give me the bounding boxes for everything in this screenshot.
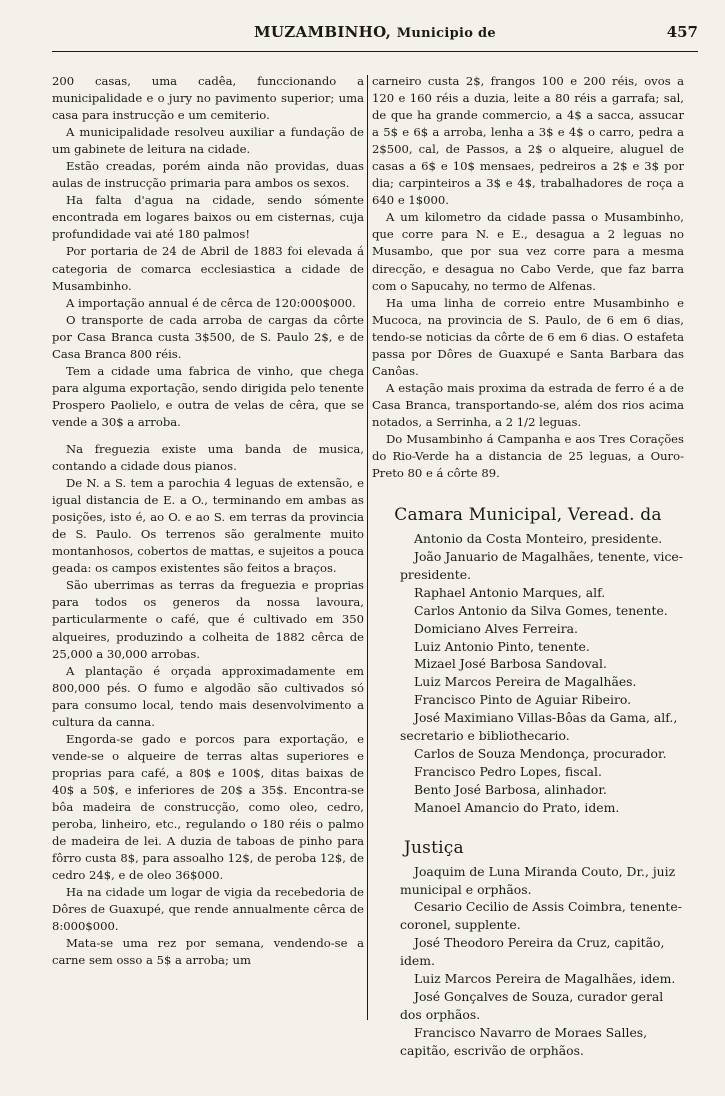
list-item: José Gonçalves de Souza, curador geral dos orphãos. [400, 988, 664, 1022]
running-title-rest: Municipio de [396, 26, 496, 41]
list-item: Bento José Barbosa, alinhador. [414, 781, 607, 797]
header-rule [52, 51, 698, 52]
list-item: José Theodoro Pereira da Cruz, capitão, idem. [400, 935, 665, 969]
list-item: Domiciano Alves Ferreira. [414, 620, 578, 636]
paragraph: carneiro custa 2$, frangos 100 e 200 réis, ovos a 120 e 160 réis a duzia, leite a 80 réis a garrafa; sal, de que ha grande commercio, a 4$ a sacca, assucar a 5$ e 6$ a arroba, lenha a 3$ e 4$ o carro, pedra a 2$500, cal, de Passos, a 2$ o alqueire, aluguel de casas a 6$ e 10$ mensaes, pedreiros a 2$ e 3$ por dia; carpinteiros a 3$ e 4$, trabalhadores de roça a 640 e 1$000. [372, 74, 684, 208]
running-title-place: MUZAMBINHO, [254, 23, 392, 41]
list-item: Carlos Antonio da Silva Gomes, tenente. [414, 602, 668, 618]
left-column [52, 73, 364, 969]
list-item: Francisco Pedro Lopes, fiscal. [414, 763, 602, 779]
paragraph: 200 casas, uma cadêa, funccionando a municipalidade e o jury no pavimento superior; uma casa para instrucção e um cemiterio. [52, 74, 364, 123]
list-item: João Januario de Magalhães, tenente, vice-presidente. [400, 549, 683, 582]
paragraph: Na freguezia existe uma banda de musica, contando a cidade dous pianos. [52, 441, 364, 474]
paragraph: Mata-se uma rez por semana, vendendo-se a carne sem osso a 5$ a arroba; um [52, 936, 364, 968]
list-item: Manoel Amancio do Prato, idem. [414, 799, 620, 815]
right-column [372, 73, 684, 1060]
paragraph: Tem a cidade uma fabrica de vinho, que chega para alguma exportação, sendo dirigida pelo tenente Prospero Paolielo, e outra de velas de cêra, que se vende a 30$ a arroba. [52, 363, 364, 429]
paragraph: Estão creadas, porém ainda não providas, duas aulas de instrucção primaria para ambos os sexos. [52, 159, 364, 191]
section-title-justica: Justiça [404, 837, 464, 858]
list-item: Francisco Pinto de Aguiar Ribeiro. [414, 692, 632, 708]
paragraph: Ha na cidade um logar de vigia da recebedoria de Dôres de Guaxupé, que rende annualmente cêrca de 8:000$000. [52, 885, 364, 934]
column-divider [367, 75, 368, 1020]
paragraph: A plantação é orçada approximadamente em 800,000 pés. O fumo e algodão são cultivados só para consumo local, tendo mais desenvolvimento a cultura da canna. [52, 663, 364, 729]
paragraph: São uberrimas as terras da freguezia e proprias para todos os generos da nossa lavoura, particularmente o café, que é cultivado em 350 alqueires, produzindo a colheita de 1882 cêrca de 25,000 a 30,000 arrobas. [52, 578, 364, 661]
list-item: Luiz Marcos Pereira de Magalhães, idem. [414, 971, 676, 987]
list-item: Cesario Cecilio de Assis Coimbra, tenente-coronel, supplente. [400, 899, 682, 933]
paragraph: De N. a S. tem a parochia 4 leguas de extensão, e igual distancia de E. a O., terminando em ambas as posições, isto é, ao O. e ao S. em terras da provincia de S. Paulo. Os terrenos são geralmente muito montanhosos, cobertos de mattas, e sujeitos a pouca geada: os campos existentes são feitos a braços. [52, 476, 364, 576]
paragraph: Por portaria de 24 de Abril de 1883 foi elevada á categoria de comarca ecclesiastica a cidade de Musambinho. [52, 244, 364, 293]
page-number: 457 [666, 23, 698, 41]
list-item: Luiz Marcos Pereira de Magalhães. [414, 674, 637, 690]
section-title-camara: Camara Municipal, Veread. da [394, 505, 662, 526]
paragraph: A municipalidade resolveu auxiliar a fundação de um gabinete de leitura na cidade. [52, 125, 364, 157]
paragraph: Ha falta d'agua na cidade, sendo sómente encontrada em logares baixos ou em cisternas, cuja profundidade vai até 180 palmos! [52, 193, 364, 242]
running-title [52, 23, 698, 41]
paragraph: A estação mais proxima da estrada de ferro é a de Casa Branca, transportando-se, além dos rios acima notados, a Serrinha, a 2 1/2 leguas. [372, 380, 684, 429]
paragraph: Engorda-se gado e porcos para exportação, e vende-se o alqueire de terras altas superiores e proprias para café, a 80$ e 100$, ditas baixas de 40$ a 50$, e inferiores de 20$ a 35$. Encontra-se bôa madeira de construcção, como oleo, cedro, peroba, linheiro, etc., regulando o 180 réis o palmo de madeira de lei. A duzia de taboas de pinho para fôrro custa 8$, para assoalho 12$, de peroba 12$, de cedro 24$, e de oleo 36$000. [52, 731, 364, 883]
paragraph: Ha uma linha de correio entre Musambinho e Mucoca, na provincia de S. Paulo, de 6 em 6 dias, tendo-se noticias da côrte de 6 em 6 dias. O estafeta passa por Dôres de Guaxupé e Santa Barbara das Canôas. [372, 295, 684, 378]
list-item: José Maximiano Villas-Bôas da Gama, alf., secretario e bibliothecario. [400, 710, 678, 744]
list-item: Luiz Antonio Pinto, tenente. [414, 638, 590, 654]
paragraph: O transporte de cada arroba de cargas da côrte por Casa Branca custa 3$500, de S. Paulo 2$, e de Casa Branca 800 réis. [52, 312, 364, 361]
paragraph: Do Musambinho á Campanha e aos Tres Corações do Rio-Verde ha a distancia de 25 leguas, a Ouro-Preto 80 e á côrte 89. [372, 431, 684, 481]
list-item: Carlos de Souza Mendonça, procurador. [414, 746, 667, 761]
paragraph: A importação annual é de cêrca de 120:000$000. [66, 295, 356, 310]
page-header [52, 20, 698, 46]
list-item: Mizael José Barbosa Sandoval. [414, 656, 607, 672]
paragraph: A um kilometro da cidade passa o Musambinho, que corre para N. e E., desagua a 2 leguas no Musambo, que por sua vez corre para a mesma direcção, e desagua no Cabo Verde, que faz barra com o Sapucahy, no termo de Alfenas. [372, 210, 684, 293]
list-item: Francisco Navarro de Moraes Salles, capitão, escrivão de orphãos. [400, 1024, 648, 1058]
list-item: Raphael Antonio Marques, alf. [414, 584, 606, 600]
list-item: Antonio da Costa Monteiro, presidente. [414, 531, 663, 547]
list-item: Joaquim de Luna Miranda Couto, Dr., juiz municipal e orphãos. [400, 863, 676, 897]
